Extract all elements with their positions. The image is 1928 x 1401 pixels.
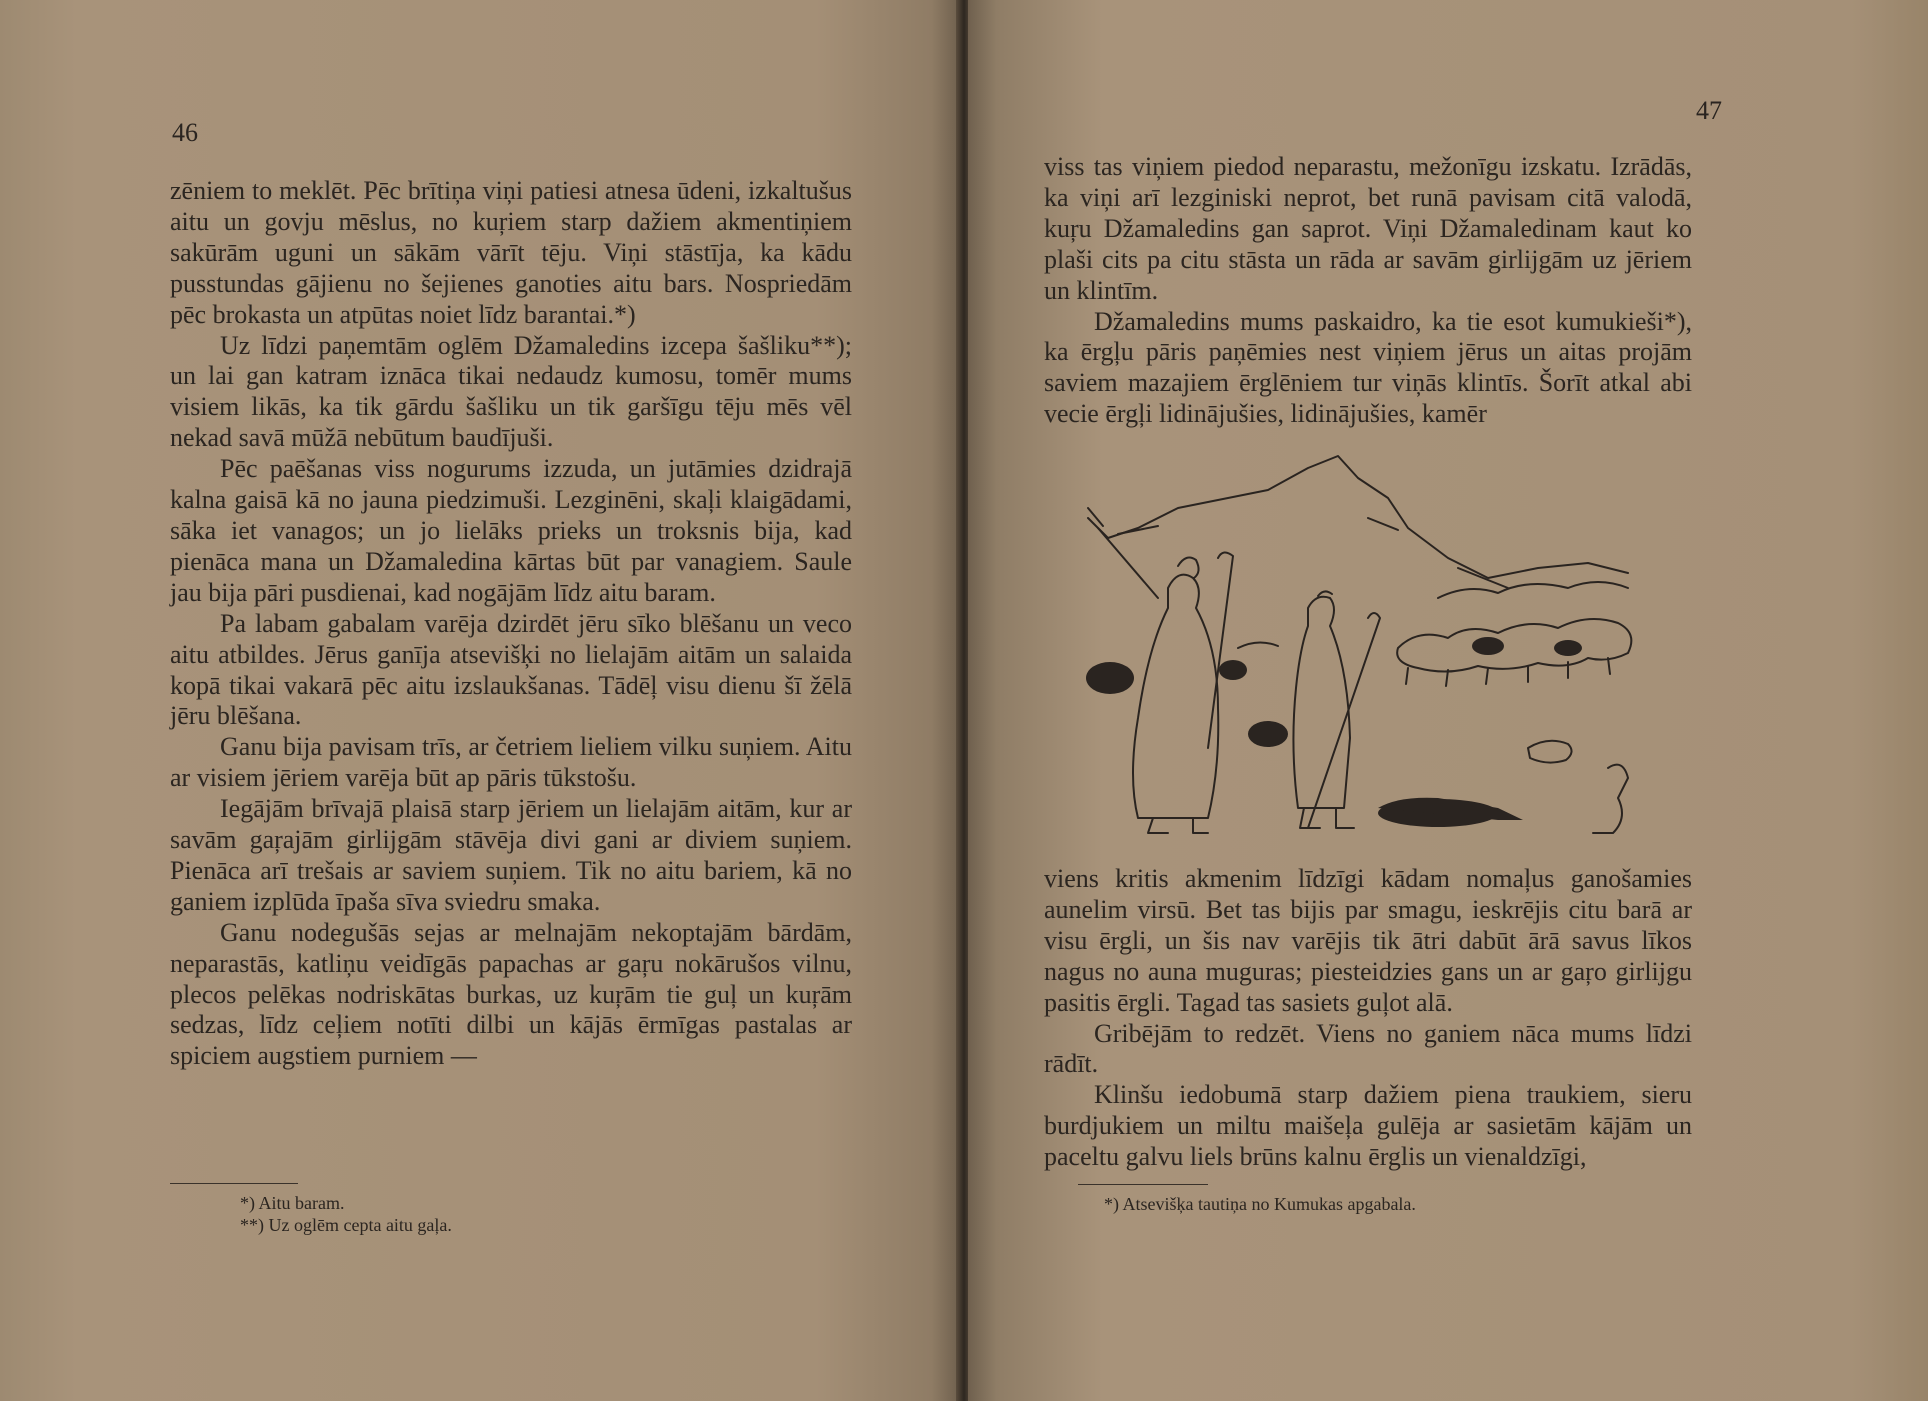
paragraph: zēniem to meklēt. Pēc brītiņa viņi patiesi atnesa ūdeni, izkaltušus aitu un govju mēslus, no kuŗiem starp dažiem akmentiņiem sakūrām uguni un sākām vārīt tēju. Viņi stāstīja, ka kādu pusstundas gājienu no šejienes ganoties aitu bars. Nospriedām pēc brokasta un atpūtas noiet līdz barantai.*) [170,176,852,329]
page-number-right: 47 [1696,96,1722,125]
footnote: *) Atsevišķa tautiņa no Kumukas apgabala. [1104,1194,1416,1214]
paragraph: Klinšu iedobumā starp dažiem piena traukiem, sieru burdjukiem un miltu maišeļa gulēja ar sasietām kājām un paceltu galvu liels brūns kalnu ērglis un vienaldzīgi, [1044,1080,1692,1172]
footnote: **) Uz oglēm cepta aitu gaļa. [240,1215,452,1235]
paragraph: viss tas viņiem piedod neparastu, mežonīgu izskatu. Izrādās, ka viņi arī lezginiski neprot, bet runā pavisam citā valodā, kuŗu Džamaledins gan saprot. Viņi Džamaledinam kaut ko plaši cits pa citu stāsta un rāda ar savām girlijgām uz jēriem un klintīm. [1044,152,1692,305]
left-page-text [170,176,852,1072]
left-footnotes [240,1192,452,1236]
shepherds-illustration [1068,448,1678,848]
paragraph: Ganu bija pavisam trīs, ar četriem lieliem vilku suņiem. Aitu ar visiem jēriem varēja būt ap pāris tūkstošu. [170,732,852,793]
right-page [968,0,1928,1401]
paragraph: Džamaledins mums paskaidro, ka tie esot kumukieši*), ka ērgļu pāris paņēmies nest viņiem jērus un aitas projām saviem mazajiem ērglēniem tur viņās klintīs. Šorīt atkal abi vecie ērgļi lidinājušies, lidinājušies, kamēr [1044,306,1692,429]
page-number-left: 46 [172,118,198,147]
footnote-rule-right [1078,1184,1208,1185]
paragraph: Uz līdzi paņemtām oglēm Džamaledins izcepa šašliku**); un lai gan katram iznāca tikai nedaudz kumosu, tomēr mums visiem likās, ka tik gārdu šašliku un tik garšīgu tēju mēs vēl nekad savā mūžā nebūtum baudījuši. [170,330,852,453]
footnote-rule-left [170,1183,298,1184]
paragraph: Gribējām to redzēt. Viens no ganiem nāca mums līdzi rādīt. [1044,1018,1692,1079]
paragraph: Pa labam gabalam varēja dzirdēt jēru sīko blēšanu un veco aitu atbildes. Jērus ganīja atsevišķi no lielajām aitām un salaida kopā tikai vakarā pēc aitu izslaukšanas. Tādēļ visu dienu šī žēlā jēru blēšana. [170,608,852,731]
right-page-text-top [1044,152,1692,430]
footnote: *) Aitu baram. [240,1193,345,1213]
right-footnotes [1104,1193,1416,1215]
paragraph: Pēc paēšanas viss nogurums izzuda, un jutāmies dzidrajā kalna gaisā kā no jauna piedzimuši. Lezginēni, skaļi klaigādami, sāka iet vanagos; un jo lielāks prieks un troksnis bija, kad pienāca mana un Džamaledina kārtas būt par vanagiem. Saule jau bija pāri pusdienai, kad nogājām līdz aitu baram. [170,454,852,607]
right-page-text-bottom [1044,864,1692,1173]
left-page [0,0,960,1401]
paragraph: Ganu nodegušās sejas ar melnajām nekoptajām bārdām, neparastās, katliņu veidīgās papachas ar gaŗu nokārušos vilnu, plecos pelēkas nodriskātas burkas, uz kuŗām tie guļ un kuŗām sedzas, līdz ceļiem notīti dilbi un kājās ērmīgas pastalas ar spiciem augstiem purniem — [170,917,852,1071]
paragraph: Iegājām brīvajā plaisā starp jēriem un lielajām aitām, kur ar savām gaŗajām girlijgām stāvēja divi gani ar diviem suņiem. Pienāca arī trešais ar saviem suņiem. Tik no aitu bariem, kā no ganiem izplūda īpaša sīva sviedru smaka. [170,794,852,916]
paragraph: viens kritis akmenim līdzīgi kādam nomaļus ganošamies aunelim virsū. Bet tas bijis par smagu, ieskrējis citu barā ar visu ērgli, un šis nav varējis tik ātri dabūt ārā savus līkos nagus no auna muguras; piesteidzies gans un ar gaŗo girlijgu pasitis ērgli. Tagad tas sasiets guļot alā. [1044,864,1692,1017]
